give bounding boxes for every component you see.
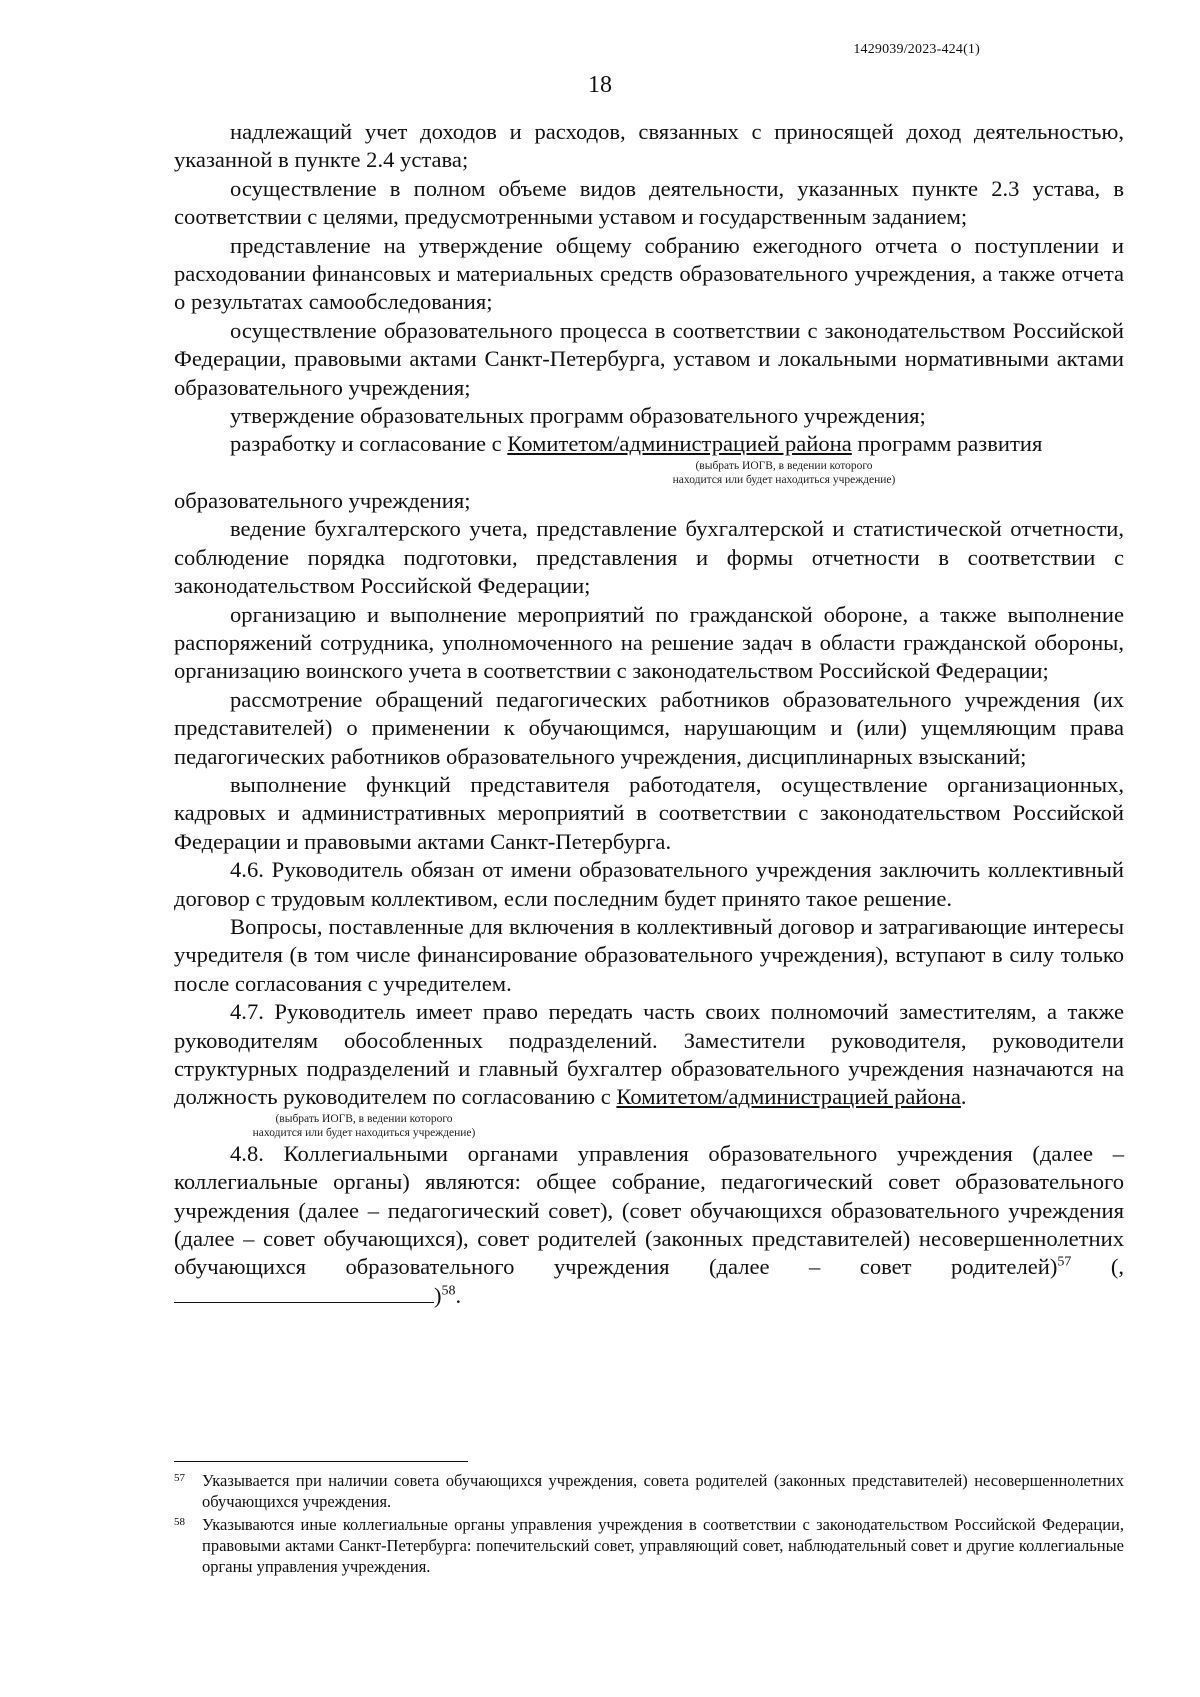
footnote-mark: 57 bbox=[174, 1472, 185, 1484]
footnotes bbox=[174, 1470, 1124, 1579]
authority-note-line: (выбрать ИОГВ, в ведении которого bbox=[275, 1112, 453, 1125]
paragraph-development bbox=[174, 430, 1124, 458]
authority-placeholder: Комитетом/администрацией района bbox=[507, 431, 852, 457]
paragraph: выполнение функций представителя работодателя, осуществление организационных, кадровых и административных мероприятий в соответствии с законодательством Российской Федерации и правовыми актами Санкт-Петербурга. bbox=[174, 771, 1124, 854]
paragraph-4-6: 4.6. Руководитель обязан от имени образовательного учреждения заключить коллективный договор с трудовым коллективом, если последним будет принято такое решение. bbox=[174, 857, 1124, 911]
text-fragment: программ развития bbox=[851, 431, 1043, 457]
document-body bbox=[174, 118, 1124, 1310]
text-fragment: 4.7. Руководитель имеет право передать часть своих полномочий заместителям, а также руководителям обособленных подразделений. Заместители руководителя, руководители структурных подразделений и главный бухгалтер образовательного учреждения назначаются на должность руководителем по согласованию с bbox=[174, 999, 1124, 1110]
text-fragment: . bbox=[455, 1282, 462, 1308]
document-number: 1429039/2023-424(1) bbox=[853, 42, 980, 57]
footnote-text: Указывается при наличии совета обучающихся учреждения, совета родителей (законных представителей) несовершеннолетних обучающихся учреждения. bbox=[202, 1471, 1124, 1511]
authority-placeholder: Комитетом/администрацией района bbox=[616, 1084, 961, 1110]
footnote-ref: 57 bbox=[1057, 1254, 1072, 1270]
footnote-mark: 58 bbox=[174, 1516, 185, 1528]
authority-note bbox=[174, 1112, 554, 1140]
paragraph-continuation: образовательного учреждения; bbox=[174, 487, 471, 513]
paragraph: осуществление в полном объеме видов деятельности, указанных пункте 2.3 устава, в соответствии с целями, предусмотренными уставом и государственным заданием; bbox=[174, 175, 1124, 230]
text-fragment: 4.8. Коллегиальными органами управления образовательного учреждения (далее – коллегиальные органы) являются: общее собрание, педагогический совет образовательного учреждения (далее – педагогический совет), (совет обучающихся образовательного учреждения (далее – совет обучающихся), совет родителей (законных представителей) несовершеннолетних обучающихся образовательного учреждения (далее – совет родителей) bbox=[174, 1140, 1124, 1280]
paragraph: надлежащий учет доходов и расходов, связанных с приносящей доход деятельностью, указанной в пункте 2.4 устава; bbox=[174, 119, 1124, 173]
footnote-ref: 58 bbox=[441, 1283, 456, 1299]
text-fragment: (, bbox=[1071, 1254, 1125, 1280]
paragraph: осуществление образовательного процесса в соответствии с законодательством Российской Федерации, правовыми актами Санкт-Петербурга, уставом и локальными нормативными актами образовательного учреждения; bbox=[174, 317, 1124, 400]
authority-note bbox=[174, 459, 1034, 487]
paragraph-4-7 bbox=[174, 998, 1124, 1112]
authority-note-line: находится или будет находиться учреждение) bbox=[672, 473, 896, 486]
text-fragment: ) bbox=[434, 1282, 442, 1308]
authority-note-line: (выбрать ИОГВ, в ведении которого bbox=[695, 459, 873, 472]
footnote bbox=[174, 1470, 1124, 1512]
paragraph: ведение бухгалтерского учета, представление бухгалтерской и статистической отчетности, соблюдение порядка подготовки, представления и формы отчетности в соответствии с законодательством Российской Федерации; bbox=[174, 516, 1124, 599]
page-number: 18 bbox=[588, 72, 612, 98]
footnote-text: Указываются иные коллегиальные органы управления учреждения в соответствии с законодательством Российской Федерации, правовыми актами Санкт-Петербурга: попечительский совет, управляющий совет, наблюдательный совет и другие коллегиальные органы управления учреждения. bbox=[202, 1515, 1124, 1576]
authority-note-line: находится или будет находиться учреждение) bbox=[252, 1126, 476, 1139]
paragraph-4-8 bbox=[174, 1140, 1124, 1310]
footnote-separator bbox=[174, 1461, 468, 1462]
text-fragment: разработку и согласование с bbox=[230, 431, 508, 457]
text-fragment: . bbox=[960, 1084, 967, 1110]
blank-line bbox=[174, 1282, 434, 1303]
paragraph: рассмотрение обращений педагогических работников образовательного учреждения (их представителей) о применении к обучающимся, нарушающим и (или) ущемляющим права педагогических работников образовательного учреждения, дисциплинарных взысканий; bbox=[174, 686, 1124, 769]
paragraph: утверждение образовательных программ образовательного учреждения; bbox=[230, 403, 926, 429]
footnote bbox=[174, 1514, 1124, 1577]
paragraph: Вопросы, поставленные для включения в коллективный договор и затрагивающие интересы учредителя (в том числе финансирование образовательного учреждения), вступают в силу только после согласования с учредителем. bbox=[174, 913, 1124, 996]
paragraph: представление на утверждение общему собранию ежегодного отчета о поступлении и расходовании финансовых и материальных средств образовательного учреждения, а также отчета о результатах самообследования; bbox=[174, 232, 1124, 315]
paragraph: организацию и выполнение мероприятий по гражданской обороне, а также выполнение распоряжений сотрудника, уполномоченного на решение задач в области гражданской обороны, организацию воинского учета в соответствии с законодательством Российской Федерации; bbox=[174, 601, 1124, 684]
